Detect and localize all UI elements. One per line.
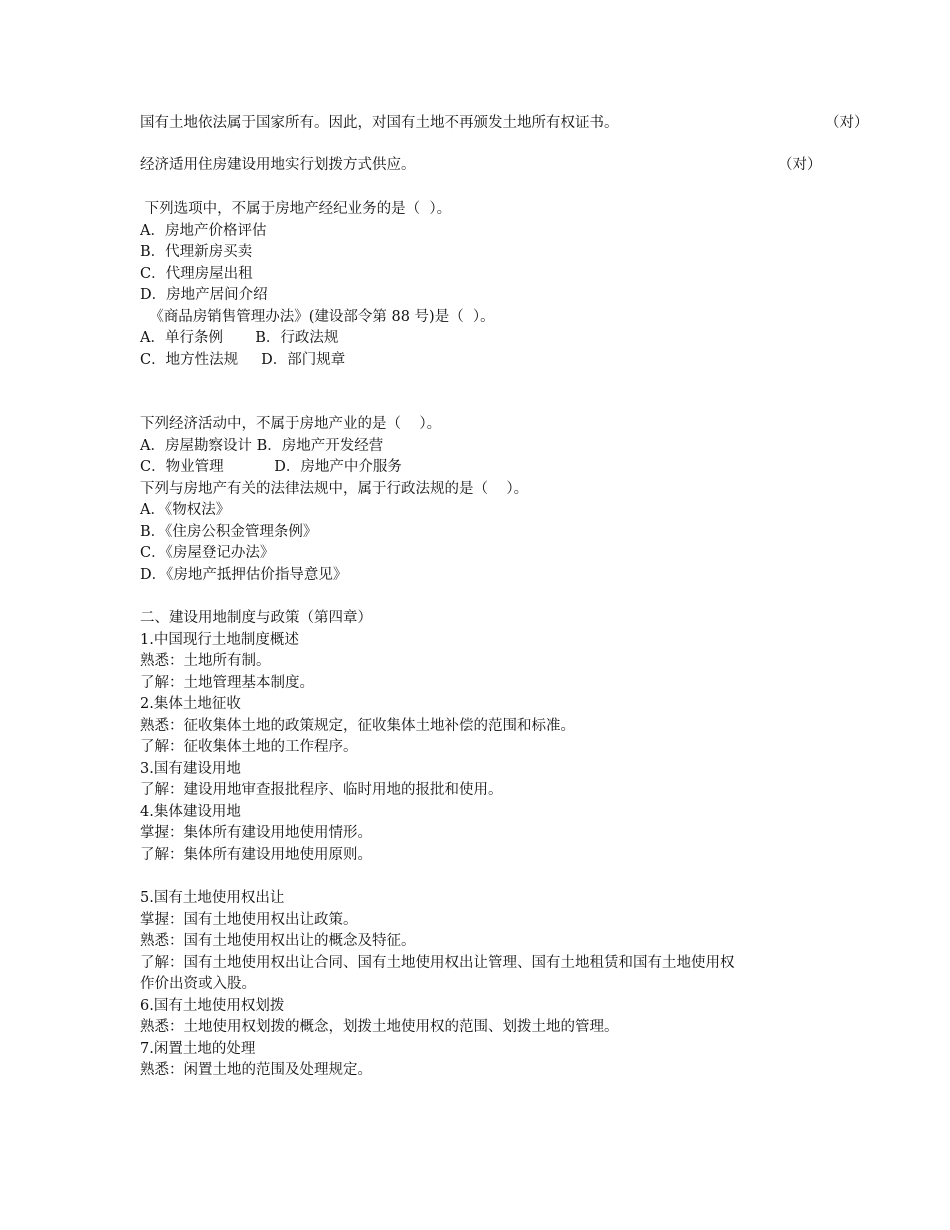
- question-option: A．房屋勘察设计 B．房地产开发经营: [140, 437, 384, 454]
- section-line: 熟悉：土地所有制。: [140, 653, 271, 669]
- section-line: 了解：征收集体土地的工作程序。: [140, 739, 358, 755]
- section-line: 6.国有土地使用权划拨: [140, 997, 285, 1014]
- statement-2: [140, 155, 830, 177]
- question-option: D．《房地产抵押估价指导意见》: [140, 566, 348, 583]
- section-line: 熟悉：征收集体土地的政策规定，征收集体土地补偿的范围和标准。: [140, 717, 575, 734]
- section-line: 掌握：集体所有建设用地使用情形。: [140, 825, 372, 841]
- statement-2-text: 经济适用住房建设用地实行划拨方式供应。: [140, 157, 416, 173]
- question-option: A．单行条例 B．行政法规: [140, 330, 339, 346]
- question-option: A．《物权法》: [140, 502, 231, 518]
- section-line: 掌握：国有土地使用权出让政策。: [140, 911, 358, 928]
- section-line: 1.中国现行土地制度概述: [140, 631, 299, 648]
- section-line: 作价出资或入股。: [140, 976, 256, 992]
- section-line: 了解：土地管理基本制度。: [140, 674, 314, 691]
- question-option: A．房地产价格评估: [140, 222, 267, 239]
- statement-1-answer: （对）: [825, 115, 869, 131]
- section-line: 3.国有建设用地: [140, 760, 241, 777]
- question-stem: 下列经济活动中，不属于房地产业的是（ ）。: [140, 416, 442, 432]
- question-stem: 下列与房地产有关的法律法规中，属于行政法规的是（ ）。: [140, 480, 529, 497]
- section-line: 了解：集体所有建设用地使用原则。: [140, 846, 372, 863]
- section-line: 7.闲置土地的处理: [140, 1040, 256, 1057]
- statement-2-answer: （对）: [778, 157, 822, 173]
- question-option: C．代理房屋出租: [140, 265, 253, 282]
- question-option: C．地方性法规 D．部门规章: [140, 351, 346, 368]
- section-line: 熟悉：土地使用权划拨的概念，划拨土地使用权的范围、划拨土地的管理。: [140, 1019, 619, 1035]
- question-option: C．《房屋登记办法》: [140, 545, 275, 561]
- statement-1-text: 国有土地依法属于国家所有。因此，对国有土地不再颁发土地所有权证书。: [140, 115, 619, 131]
- section-line: 熟悉：闲置土地的范围及处理规定。: [140, 1062, 372, 1078]
- question-option: B．《住房公积金管理条例》: [140, 523, 318, 540]
- section-title: 二、建设用地制度与政策（第四章）: [140, 610, 372, 626]
- question-option: D．房地产居间介绍: [140, 287, 268, 303]
- section-line: 了解：国有土地使用权出让合同、国有土地使用权出让管理、国有土地租赁和国有土地使用权: [140, 954, 735, 971]
- question-option: C．物业管理 D．房地产中介服务: [140, 459, 402, 475]
- section-line: 熟悉：国有土地使用权出让的概念及特征。: [140, 933, 416, 949]
- question-option: B．代理新房买卖: [140, 244, 253, 260]
- section-line: 了解：建设用地审查报批程序、临时用地的报批和使用。: [140, 782, 503, 798]
- statement-1: [140, 113, 869, 135]
- section-line: 4.集体建设用地: [140, 803, 241, 820]
- question-stem: 《商品房销售管理办法》(建设部令第 88 号)是（ ）。: [140, 308, 495, 325]
- question-stem: 下列选项中，不属于房地产经纪业务的是（ ）。: [140, 201, 452, 217]
- section-line: 2.集体土地征收: [140, 696, 241, 712]
- section-line: 5.国有土地使用权出让: [140, 890, 285, 906]
